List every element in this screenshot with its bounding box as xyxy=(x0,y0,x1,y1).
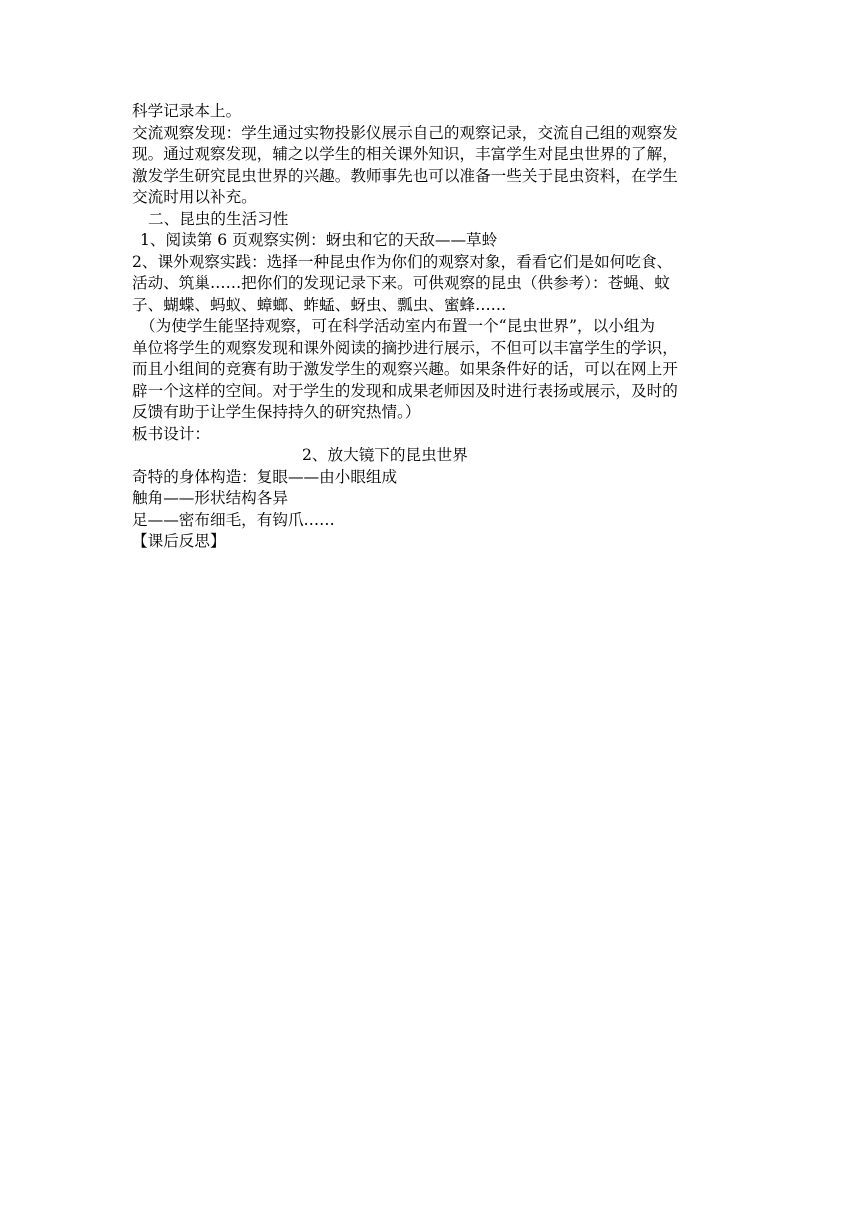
paragraph-line: （为使学生能坚持观察，可在科学活动室内布置一个“昆虫世界”，以小组为 xyxy=(140,317,655,335)
paragraph-line: 辟一个这样的空间。对于学生的发现和成果老师因及时进行表扬或展示，及时的 xyxy=(132,381,678,400)
paragraph-line: 活动、筑巢……把你们的发现记录下来。可供观察的昆虫（供参考）：苍蝇、蚊 xyxy=(132,274,670,292)
document-body xyxy=(132,101,732,553)
reflection-heading: 【课后反思】 xyxy=(132,532,226,550)
paragraph-line: 交流观察发现：学生通过实物投影仪展示自己的观察记录，交流自己组的观察发 xyxy=(132,123,678,142)
paragraph-line: 激发学生研究昆虫世界的兴趣。教师事先也可以准备一些关于昆虫资料，在学生 xyxy=(132,166,678,185)
paragraph-line: 而且小组间的竞赛有助于激发学生的观察兴趣。如果条件好的话，可以在网上开 xyxy=(132,360,678,378)
board-line: 触角——形状结构各异 xyxy=(132,489,288,507)
paragraph-line: 子、蝴蝶、蚂蚁、蟑螂、蚱蜢、蚜虫、瓢虫、蜜蜂…… xyxy=(132,295,507,314)
section-heading: 二、昆虫的生活习性 xyxy=(148,209,289,228)
paragraph-line: 现。通过观察发现，辅之以学生的相关课外知识，丰富学生对昆虫世界的了解， xyxy=(132,145,678,163)
board-line: 足——密布细毛，有钩爪…… xyxy=(132,510,335,529)
list-item: 1、阅读第 6 页观察实例：蚜虫和它的天敌——草蛉 xyxy=(140,231,498,249)
paragraph-line: 反馈有助于让学生保持持久的研究热情。） xyxy=(132,403,421,421)
paragraph-line: 科学记录本上。 xyxy=(132,102,242,120)
list-item: 2、课外观察实践：选择一种昆虫作为你们的观察对象，看看它们是如何吃食、 xyxy=(132,252,673,271)
paragraph-line: 交流时用以补充。 xyxy=(132,188,257,206)
paragraph-line: 单位将学生的观察发现和课外阅读的摘抄进行展示，不但可以丰富学生的学识， xyxy=(132,338,678,357)
board-line: 奇特的身体构造：复眼——由小眼组成 xyxy=(132,467,398,486)
board-design-label: 板书设计： xyxy=(132,424,210,443)
board-title: 2、放大镜下的昆虫世界 xyxy=(302,446,468,464)
